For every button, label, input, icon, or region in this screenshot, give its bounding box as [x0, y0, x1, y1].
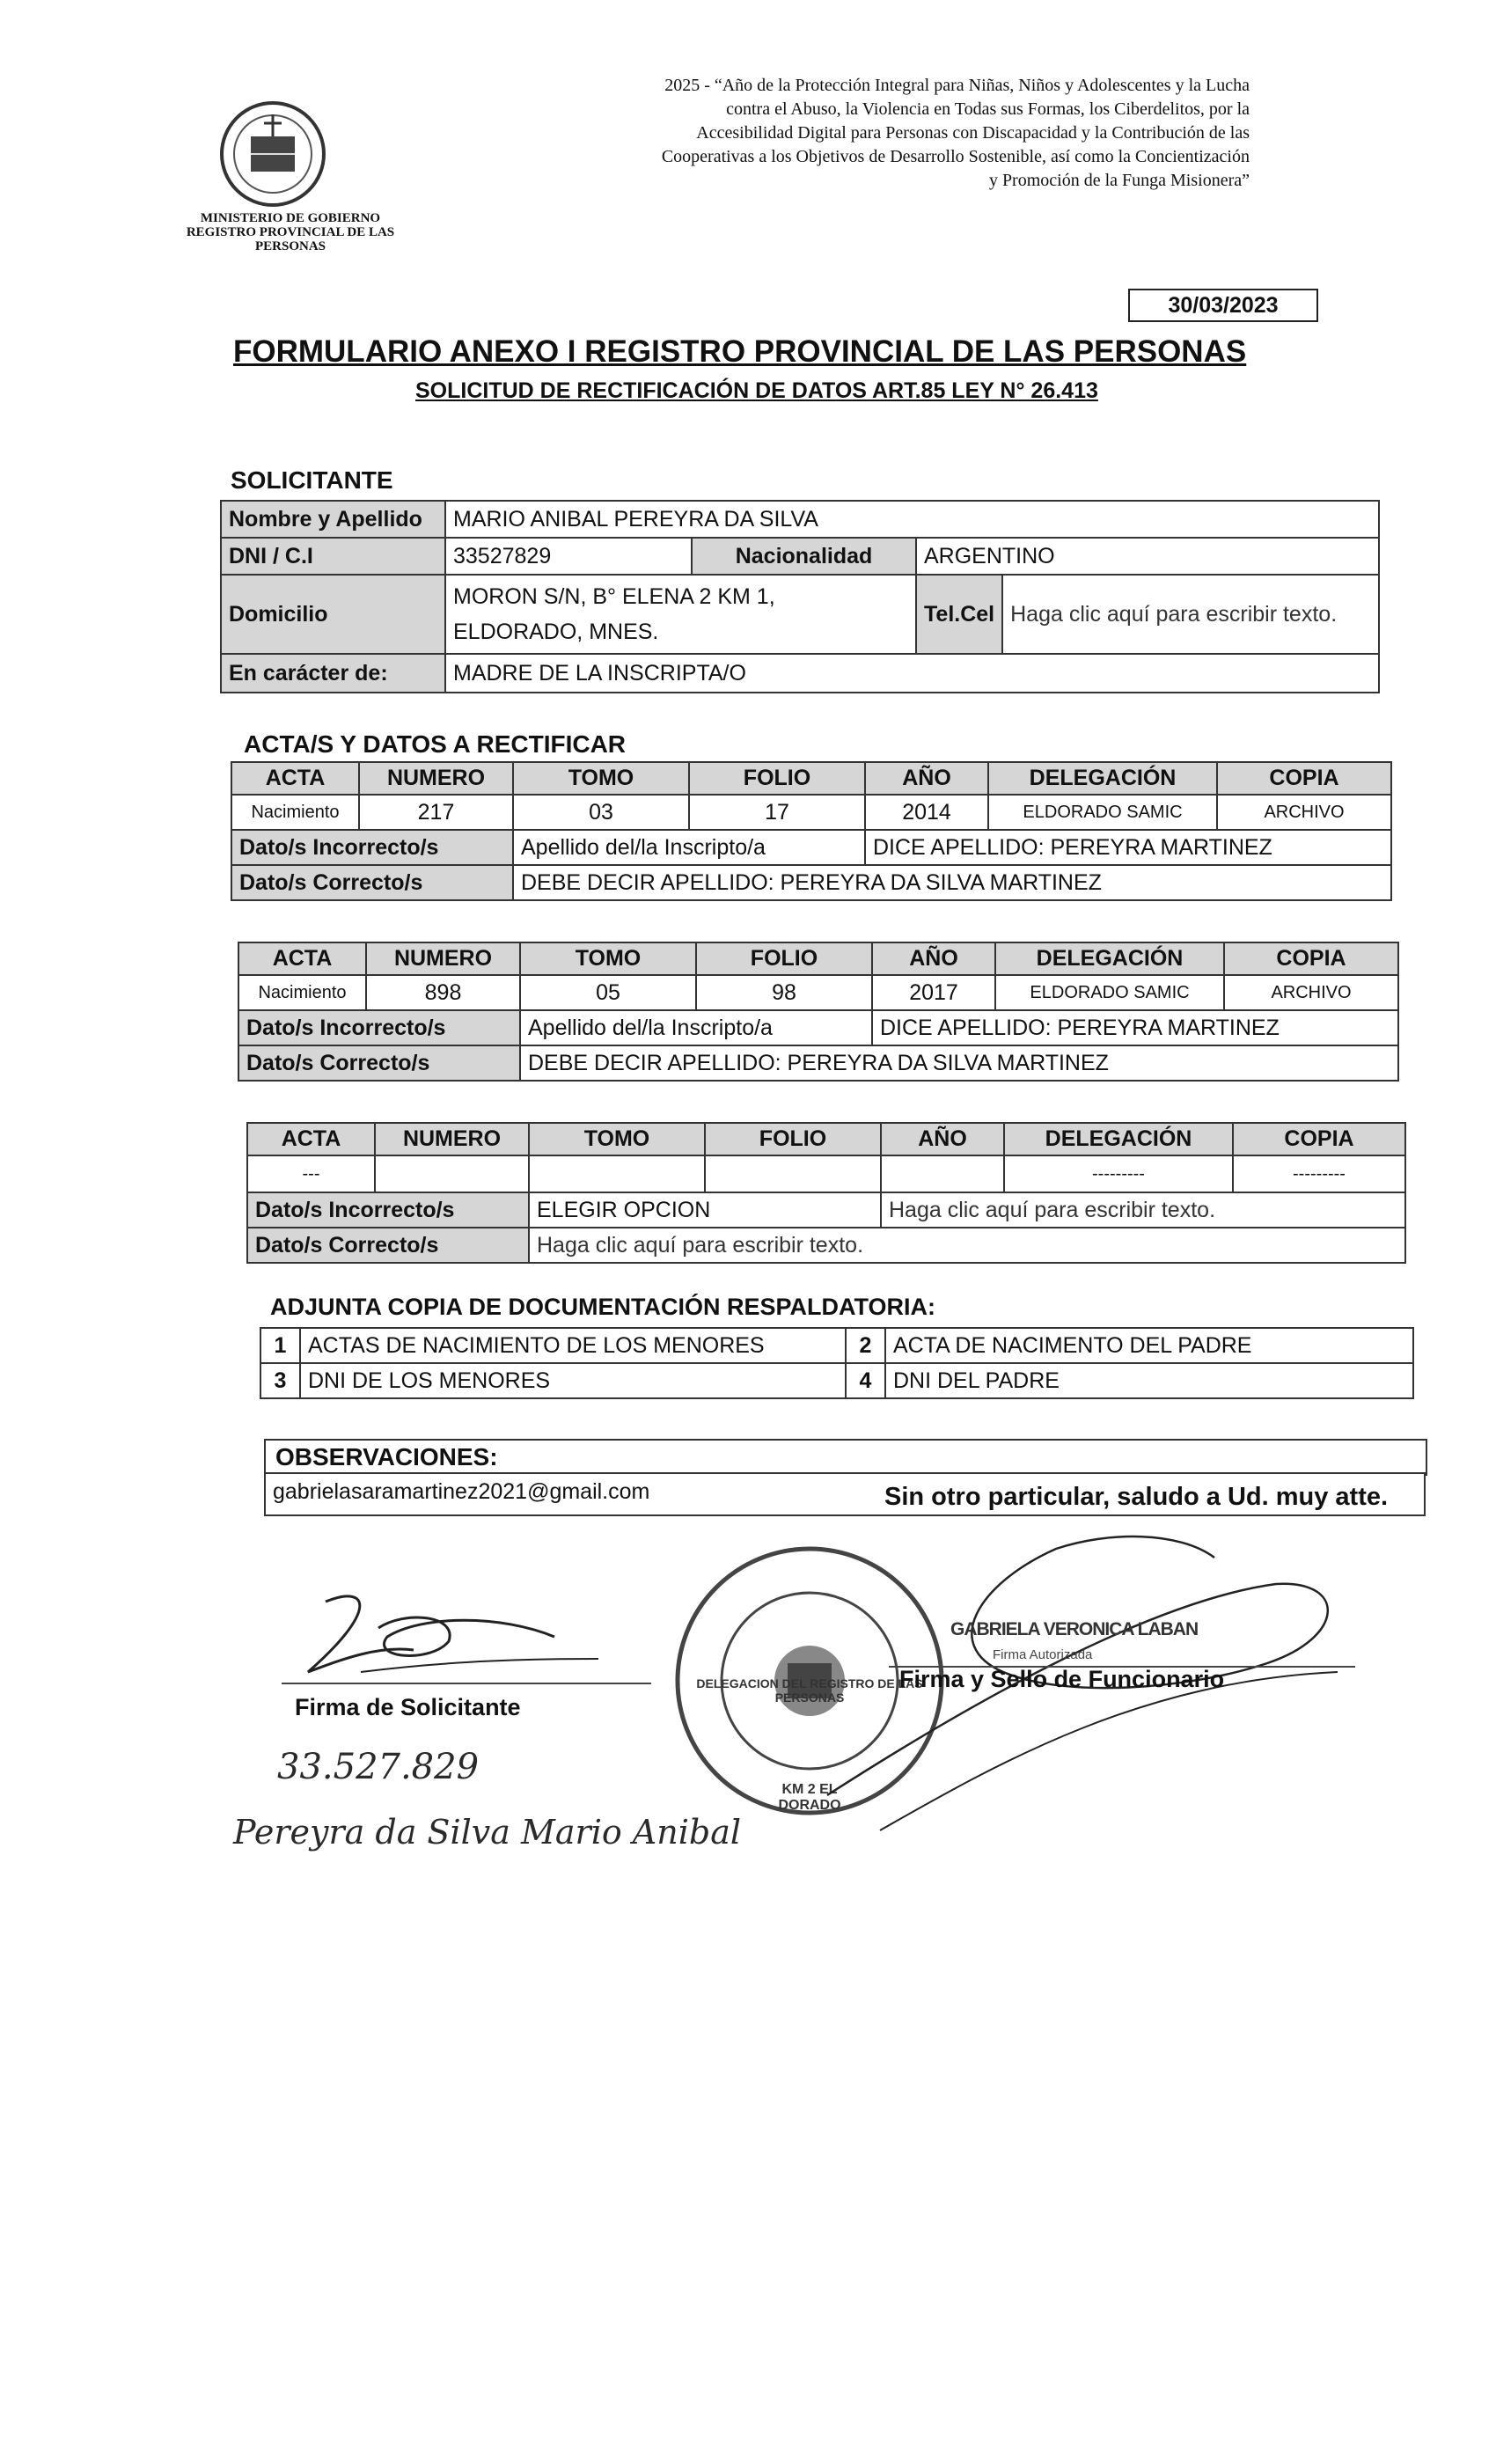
acta-tomo[interactable]: 03 [513, 795, 689, 830]
incorrect-label: Dato/s Incorrecto/s [247, 1192, 529, 1228]
acta-anio[interactable]: 2014 [865, 795, 988, 830]
acta-anio[interactable] [881, 1155, 1004, 1192]
acta-block-3 [246, 1122, 1406, 1264]
acta-numero[interactable]: 217 [359, 795, 513, 830]
address-label: Domicilio [221, 575, 445, 654]
header-folio: FOLIO [696, 942, 872, 975]
year-motto: 2025 - “Año de la Protección Integral para Niñas, Niños y Adolescentes y la Lucha contra el Abuso, la Violencia en Todas sus Formas, los Ciberdelitos, por la Accesibilidad Digital para Personas con Discapacidad y la Contribución de las Cooperativas a los Objetivos de Desarrollo Sostenible, así como la Concientización y Promoción de la Funga Misionera” [661, 76, 1250, 190]
correct-label: Dato/s Correcto/s [238, 1045, 520, 1081]
closing-text: Sin otro particular, saludo a Ud. muy atte. [884, 1483, 1389, 1511]
doc-number: 4 [846, 1363, 885, 1398]
correct-value[interactable]: DEBE DECIR APELLIDO: PEREYRA DA SILVA MARTINEZ [520, 1045, 1398, 1081]
dni-label: DNI / C.I [221, 538, 445, 575]
name-value[interactable]: MARIO ANIBAL PEREYRA DA SILVA [445, 501, 1379, 538]
solicitante-signature-line [282, 1683, 651, 1684]
doc-number: 1 [260, 1328, 300, 1363]
acta-delegacion[interactable]: ELDORADO SAMIC [988, 795, 1217, 830]
acta-folio[interactable] [705, 1155, 881, 1192]
solicitante-heading: SOLICITANTE [231, 466, 393, 494]
acta-copia[interactable]: --------- [1233, 1155, 1405, 1192]
header-copia: COPIA [1233, 1123, 1405, 1155]
incorrect-value[interactable]: Haga clic aquí para escribir texto. [881, 1192, 1405, 1228]
phone-label: Tel.Cel [916, 575, 1002, 654]
correct-label: Dato/s Correcto/s [247, 1228, 529, 1263]
name-label: Nombre y Apellido [221, 501, 445, 538]
form-title: FORMULARIO ANEXO I REGISTRO PROVINCIAL DE LAS PERSONAS [233, 334, 1247, 369]
acta-copia[interactable]: ARCHIVO [1217, 795, 1391, 830]
header-acta: ACTA [238, 942, 366, 975]
header-folio: FOLIO [705, 1123, 881, 1155]
solicitante-signature [273, 1575, 607, 1690]
header-folio: FOLIO [689, 762, 865, 795]
header-copia: COPIA [1224, 942, 1398, 975]
header-tomo: TOMO [513, 762, 689, 795]
solicitante-table [220, 500, 1380, 693]
incorrect-field[interactable]: Apellido del/la Inscripto/a [520, 1010, 872, 1045]
header-acta: ACTA [231, 762, 359, 795]
acta-delegacion[interactable]: --------- [1004, 1155, 1233, 1192]
acta-block-2 [238, 942, 1399, 1082]
acta-tomo[interactable] [529, 1155, 705, 1192]
role-label: En carácter de: [221, 654, 445, 693]
doc-item[interactable]: ACTAS DE NACIMIENTO DE LOS MENORES [300, 1328, 846, 1363]
header-numero: NUMERO [359, 762, 513, 795]
nationality-value[interactable]: ARGENTINO [916, 538, 1379, 575]
adjunta-table [260, 1327, 1414, 1399]
correct-value[interactable]: DEBE DECIR APELLIDO: PEREYRA DA SILVA MARTINEZ [513, 865, 1391, 900]
header-anio: AÑO [881, 1123, 1004, 1155]
phone-value[interactable]: Haga clic aquí para escribir texto. [1002, 575, 1379, 654]
incorrect-label: Dato/s Incorrecto/s [231, 830, 513, 865]
acta-folio[interactable]: 17 [689, 795, 865, 830]
form-date: 30/03/2023 [1128, 289, 1318, 322]
incorrect-value[interactable]: DICE APELLIDO: PEREYRA MARTINEZ [865, 830, 1391, 865]
address-value[interactable]: MORON S/N, B° ELENA 2 KM 1, ELDORADO, MNES. [445, 575, 916, 654]
acta-anio[interactable]: 2017 [872, 975, 995, 1010]
acta-type[interactable]: Nacimiento [238, 975, 366, 1010]
header-tomo: TOMO [529, 1123, 705, 1155]
funcionario-signature-label: Firma y Sello de Funcionario [899, 1666, 1225, 1692]
header-numero: NUMERO [366, 942, 520, 975]
doc-number: 3 [260, 1363, 300, 1398]
adjunta-heading: ADJUNTA COPIA DE DOCUMENTACIÓN RESPALDATORIA: [270, 1294, 935, 1320]
handwritten-name: Pereyra da Silva Mario Anibal [233, 1813, 742, 1852]
doc-item[interactable]: DNI DEL PADRE [885, 1363, 1413, 1398]
acta-type[interactable]: Nacimiento [231, 795, 359, 830]
incorrect-label: Dato/s Incorrecto/s [238, 1010, 520, 1045]
header-delegacion: DELEGACIÓN [995, 942, 1224, 975]
acta-delegacion[interactable]: ELDORADO SAMIC [995, 975, 1224, 1010]
acta-copia[interactable]: ARCHIVO [1224, 975, 1398, 1010]
observaciones-heading: OBSERVACIONES: [275, 1443, 498, 1470]
handwritten-dni: 33.527.829 [277, 1747, 480, 1787]
actas-heading: ACTA/S Y DATOS A RECTIFICAR [244, 730, 627, 758]
observaciones-value[interactable]: gabrielasaramartinez2021@gmail.com [264, 1472, 1426, 1516]
solicitante-signature-label: Firma de Solicitante [295, 1694, 521, 1720]
acta-block-1 [231, 761, 1392, 901]
correct-label: Dato/s Correcto/s [231, 865, 513, 900]
acta-numero[interactable] [375, 1155, 529, 1192]
header-anio: AÑO [872, 942, 995, 975]
stamp-text: DELEGACION DEL REGISTRO DE LAS PERSONAS [696, 1676, 923, 1705]
correct-value[interactable]: Haga clic aquí para escribir texto. [529, 1228, 1405, 1263]
acta-folio[interactable]: 98 [696, 975, 872, 1010]
form-subtitle: SOLICITUD DE RECTIFICACIÓN DE DATOS ART.85 LEY N° 26.413 [415, 378, 1098, 403]
acta-numero[interactable]: 898 [366, 975, 520, 1010]
dni-value[interactable]: 33527829 [445, 538, 692, 575]
header-anio: AÑO [865, 762, 988, 795]
header-acta: ACTA [247, 1123, 375, 1155]
header-copia: COPIA [1217, 762, 1391, 795]
province-seal [216, 97, 330, 211]
funcionario-role: Firma Autorizada [993, 1647, 1093, 1662]
incorrect-field-select[interactable]: ELEGIR OPCION [529, 1192, 881, 1228]
nationality-label: Nacionalidad [692, 538, 916, 575]
header-delegacion: DELEGACIÓN [988, 762, 1217, 795]
incorrect-value[interactable]: DICE APELLIDO: PEREYRA MARTINEZ [872, 1010, 1398, 1045]
header-numero: NUMERO [375, 1123, 529, 1155]
doc-number: 2 [846, 1328, 885, 1363]
observaciones-box [264, 1439, 1427, 1476]
ministry-name: MINISTERIO DE GOBIERNO REGISTRO PROVINCIAL DE LAS PERSONAS [186, 211, 395, 253]
funcionario-name: GABRIELA VERONICA LABAN [950, 1619, 1199, 1639]
header-tomo: TOMO [520, 942, 696, 975]
acta-type[interactable]: --- [247, 1155, 375, 1192]
doc-item[interactable]: DNI DE LOS MENORES [300, 1363, 846, 1398]
doc-item[interactable]: ACTA DE NACIMENTO DEL PADRE [885, 1328, 1413, 1363]
role-value[interactable]: MADRE DE LA INSCRIPTA/O [445, 654, 1379, 693]
acta-tomo[interactable]: 05 [520, 975, 696, 1010]
stamp-location: KM 2 EL DORADO [778, 1782, 841, 1813]
header-delegacion: DELEGACIÓN [1004, 1123, 1233, 1155]
incorrect-field[interactable]: Apellido del/la Inscripto/a [513, 830, 865, 865]
